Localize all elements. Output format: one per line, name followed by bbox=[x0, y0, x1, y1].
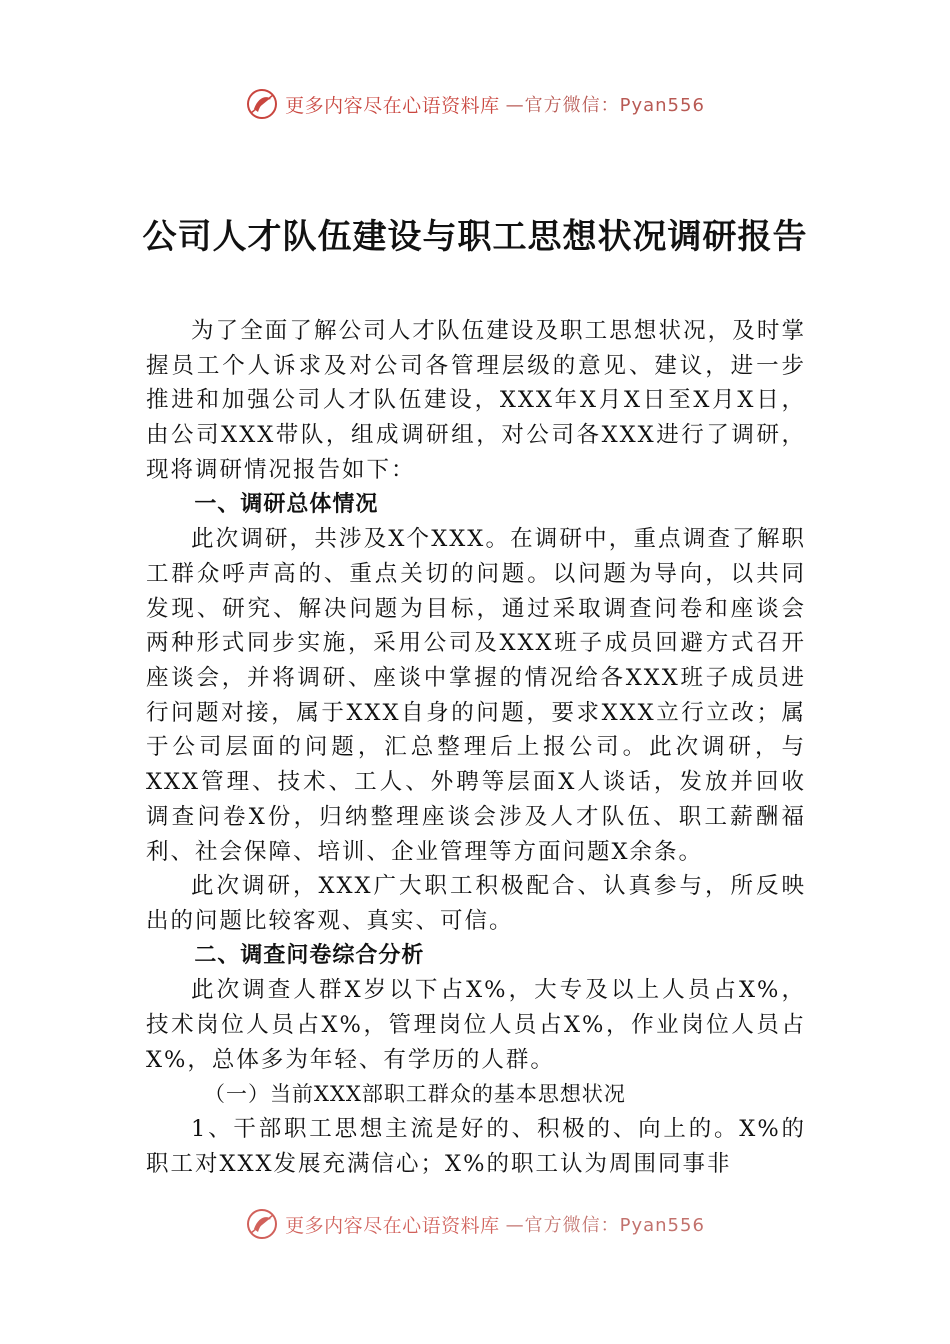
watermark-logo-icon bbox=[245, 87, 279, 121]
section2-paragraph-1: 此次调查人群X岁以下占X%，大专及以上人员占X%，技术岗位人员占X%，管理岗位人员占X%，作业岗位人员占X%，总体多为年轻、有学历的人群。 bbox=[146, 977, 806, 1073]
watermark-suffix: —官方微信：Pyan556 bbox=[505, 1215, 705, 1236]
watermark-suffix: —官方微信：Pyan556 bbox=[505, 95, 705, 116]
section1-paragraph-2: 此次调研，XXX广大职工积极配合、认真参与，所反映出的问题比较客观、真实、可信。 bbox=[146, 873, 806, 934]
section2-heading: 二、调查问卷综合分析 bbox=[194, 942, 425, 968]
section2-paragraph-2: 1、干部职工思想主流是好的、积极的、向上的。X%的职工对XXX发展充满信心；X%的职工认为周围同事非 bbox=[146, 1116, 806, 1177]
section1-paragraph-1: 此次调研，共涉及X个XXX。在调研中，重点调查了解职工群众呼声高的、重点关切的问题。以问题为导向，以共同发现、研究、解决问题为目标，通过采取调查问卷和座谈会两种形式同步实施，采用公司及XXX班子成员回避方式召开座谈会，并将调研、座谈中掌握的情况给各XXX班子成员进行问题对接，属于XXX自身的问题，要求XXX立行立改；属于公司层面的问题，汇总整理后上报公司。此次调研，与XXX管理、技术、工人、外聘等层面X人谈话，发放并回收调查问卷X份，归纳整理座谈会涉及人才队伍、职工薪酬福利、社会保障、培训、企业管理等方面问题X余条。 bbox=[146, 526, 806, 865]
watermark-text: 更多内容尽在心语资料库 bbox=[285, 1214, 500, 1237]
watermark-logo-icon bbox=[245, 1207, 279, 1241]
document-body bbox=[146, 314, 806, 1182]
section1-heading: 一、调研总体情况 bbox=[194, 491, 379, 517]
document-title: 公司人才队伍建设与职工思想状况调研报告 bbox=[142, 216, 808, 257]
watermark-footer bbox=[0, 1206, 950, 1242]
section2-subheading: （一）当前XXX部职工群众的基本思想状况 bbox=[204, 1082, 626, 1107]
watermark-header bbox=[0, 86, 950, 122]
intro-paragraph: 为了全面了解公司人才队伍建设及职工思想状况，及时掌握员工个人诉求及对公司各管理层级的意见、建议，进一步推进和加强公司人才队伍建设，XXX年X月X日至X月X日，由公司XXX带队，组成调研组，对公司各XXX进行了调研，现将调研情况报告如下： bbox=[146, 318, 807, 483]
watermark-text: 更多内容尽在心语资料库 bbox=[285, 94, 500, 117]
